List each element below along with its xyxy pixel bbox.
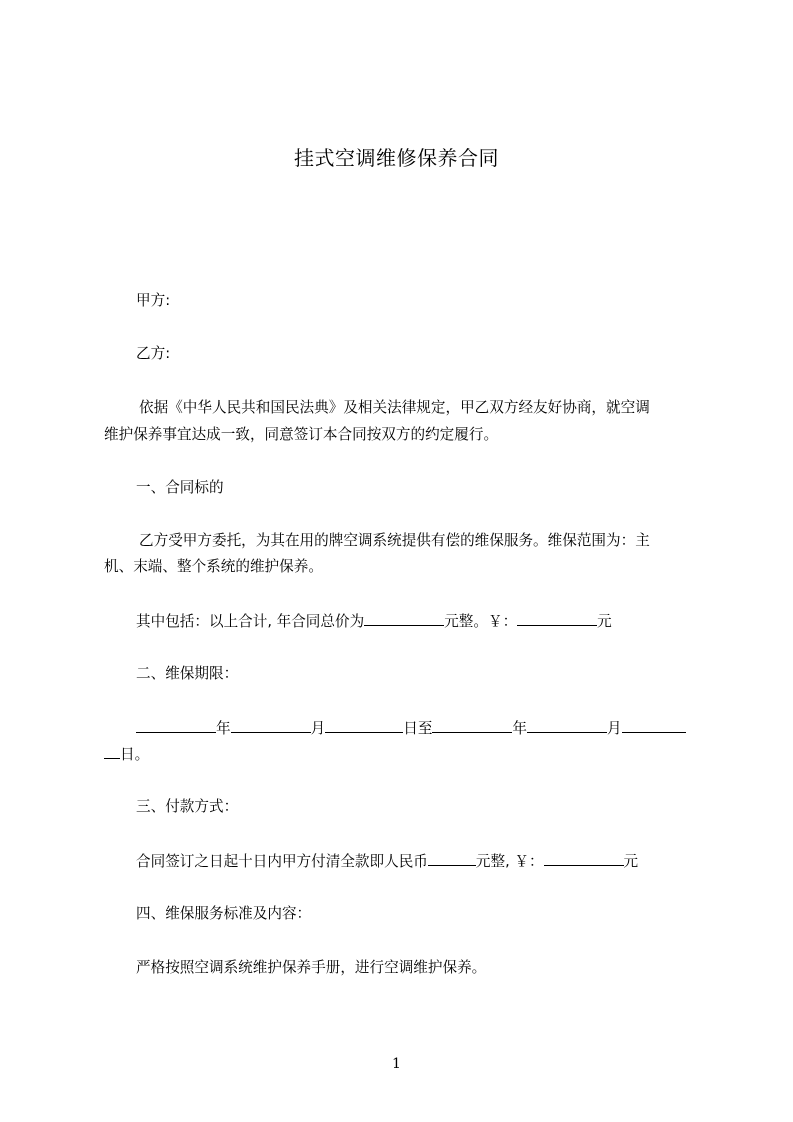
start-day-blank xyxy=(325,718,403,733)
payment-amount-blank xyxy=(428,851,476,866)
end-day-blank-part-2 xyxy=(104,744,120,759)
start-year-label: 年 xyxy=(216,720,231,737)
payment-suffix: 元 xyxy=(623,853,639,870)
document-title: 挂式空调维修保养合同 xyxy=(294,146,499,170)
start-month-label: 月 xyxy=(310,720,326,737)
section-1-heading: 一、合同标的 xyxy=(136,479,224,496)
payment-line xyxy=(136,851,736,872)
contract-total-yuan-blank xyxy=(517,611,597,626)
payment-yuan-blank xyxy=(544,851,624,866)
contract-total-mid: 元整。￥： xyxy=(444,613,518,630)
end-year-blank xyxy=(432,718,512,733)
intro-line-1: 依据《中华人民共和国民法典》及相关法律规定，甲乙双方经友好协商，就空调 xyxy=(139,399,650,416)
period-line-2 xyxy=(104,744,704,765)
section-4-content: 严格按照空调系统维护保养手册，进行空调维护保养。 xyxy=(136,959,487,976)
end-month-label: 月 xyxy=(607,720,622,737)
party-a-label: 甲方: xyxy=(136,292,171,309)
start-month-blank xyxy=(231,718,311,733)
party-b-label: 乙方: xyxy=(136,345,171,362)
contract-total-amount-blank xyxy=(364,611,444,626)
payment-prefix: 合同签订之日起十日内甲方付清全款即人民币 xyxy=(136,853,428,870)
page-number: 1 xyxy=(392,1056,401,1072)
end-day-blank-part-1 xyxy=(622,718,686,733)
section-4-heading: 四、维保服务标准及内容： xyxy=(136,905,312,922)
payment-mid: 元整, ￥： xyxy=(475,853,544,870)
start-year-blank xyxy=(136,718,216,733)
period-line-1 xyxy=(136,718,736,739)
day-to-label: 日至 xyxy=(403,720,433,737)
section-3-heading: 三、付款方式： xyxy=(136,798,239,815)
contract-total-line xyxy=(136,611,736,632)
end-month-blank xyxy=(527,718,607,733)
section-2-heading: 二、维保期限： xyxy=(136,665,239,682)
contract-total-prefix: 其中包括：以上合计, 年合同总价为 xyxy=(136,613,365,630)
section-1-line-2: 机、末端、整个系统的维护保养。 xyxy=(104,558,323,575)
contract-total-suffix: 元 xyxy=(597,613,612,630)
section-1-line-1: 乙方受甲方委托，为其在用的牌空调系统提供有偿的维保服务。维保范围为：主 xyxy=(139,532,650,549)
end-day-label: 日。 xyxy=(120,746,150,763)
end-year-label: 年 xyxy=(512,720,528,737)
intro-line-2: 维护保养事宜达成一致，同意签订本合同按双方的约定履行。 xyxy=(104,426,499,443)
